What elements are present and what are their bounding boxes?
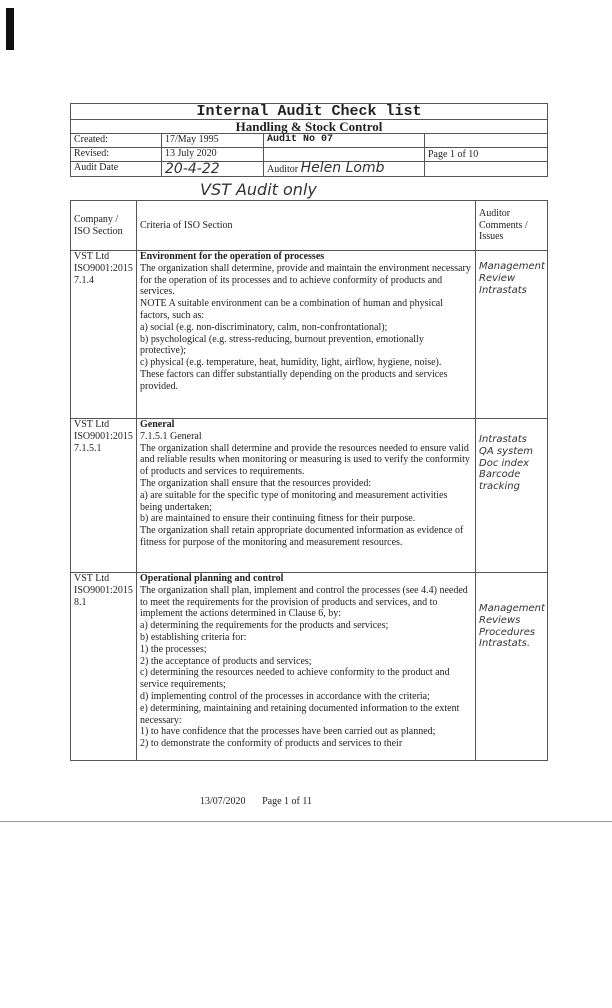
audit-number: Audit No 07: [264, 134, 425, 148]
created-value: 17/May 1995: [162, 134, 264, 148]
audit-criteria-table: [70, 200, 548, 761]
page-footer: [200, 796, 326, 807]
criteria-heading: General: [140, 419, 175, 430]
criteria-heading: Environment for the operation of processes: [140, 251, 325, 262]
company-section: VST Ltd ISO9001:2015 7.1.5.1: [71, 419, 137, 573]
col-header-company: Company / ISO Section: [71, 201, 137, 251]
footer-date: 13/07/2020: [200, 796, 246, 807]
revised-value: 13 July 2020: [162, 148, 264, 162]
document-title: Internal Audit Check list: [71, 104, 548, 120]
revised-label: Revised:: [71, 148, 162, 162]
footer-page: Page 1 of 11: [262, 796, 312, 807]
auditor-comment: Management Reviews Procedures Intrastats.: [476, 573, 548, 761]
table-row: [71, 419, 548, 573]
company-section: VST Ltd ISO9001:2015 8.1: [71, 573, 137, 761]
document-header-table: [70, 103, 548, 177]
handwritten-note: VST Audit only: [200, 180, 317, 199]
criteria-text: 7.1.5.1 General The organization shall determine and provide the resources needed to ensure valid and reliable results when monitoring or measuring is used to verify the conformity of products and services to requirements. The organization shall ensure that the resources provided: a) are suitable for the specific type of monitoring and measurement activities being undertaken; b) are maintained to ensure their continuing fitness for their purpose. The organization shall retain appropriate documented information as evidence of fitness for purpose of the monitoring and measurement resources.: [140, 430, 470, 548]
auditor-value: Helen Lomb: [300, 160, 385, 176]
created-label: Created:: [71, 134, 162, 148]
audit-date-label: Audit Date: [71, 162, 162, 177]
col-header-comments: Auditor Comments / Issues: [476, 201, 548, 251]
company-section: VST Ltd ISO9001:2015 7.1.4: [71, 251, 137, 419]
page-indicator: Page 1 of 10: [425, 148, 548, 162]
auditor-comment: Intrastats QA system Doc index Barcode tracking: [476, 419, 548, 573]
document-subtitle: Handling & Stock Control: [71, 120, 548, 134]
scan-edge-line: [0, 821, 612, 822]
criteria-text: The organization shall determine, provide and maintain the environment necessary for the operation of its processes and to achieve conformity of products and services. NOTE A suitable environment can be a combination of human and physical factors, such as: a) social (e.g. non-discriminatory, calm, non-confrontational); b) psychological (e.g. stress-reducing, burnout prevention, emotionally protective); c) physical (e.g. temperature, heat, humidity, light, airflow, hygiene, noise). These factors can differ substantially depending on the products and services provided.: [140, 262, 471, 392]
criteria-text: The organization shall plan, implement and control the processes (see 4.4) needed to meet the requirements for the provision of products and services, and to implement the actions determined in Clause 6, by: a) determining the requirements for the products and services; b) establishing criteria for: 1) the processes; 2) the acceptance of products and services; c) determining the resources needed to achieve conformity to the product and service requirements; d) implementing control of the processes in accordance with the criteria; e) determining, maintaining and retaining documented information to the extent necessary: 1) to have confidence that the processes have been carried out as planned; 2) to demonstrate the conformity of products and services to their: [140, 584, 468, 750]
criteria-heading: Operational planning and control: [140, 573, 284, 584]
auditor-comment: Management Review Intrastats: [476, 251, 548, 419]
audit-date-value: 20-4-22: [162, 162, 264, 177]
table-row: [71, 573, 548, 761]
scan-mark: [6, 8, 14, 50]
col-header-criteria: Criteria of ISO Section: [137, 201, 476, 251]
auditor-label: Auditor: [267, 164, 299, 175]
table-row: [71, 251, 548, 419]
